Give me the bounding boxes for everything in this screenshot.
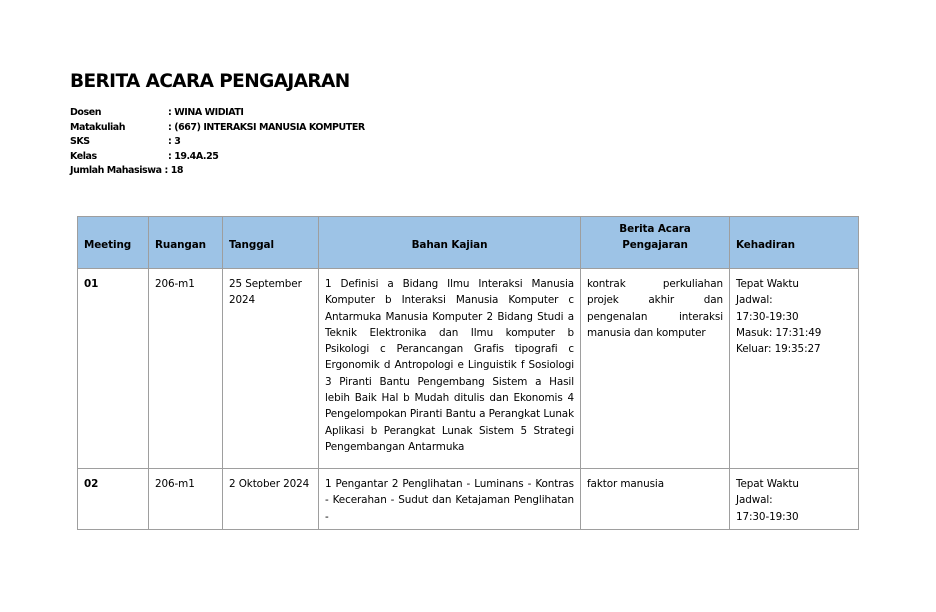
header-berita-line2: Pengajaran xyxy=(622,239,688,251)
info-jumlah xyxy=(70,164,365,179)
table-row xyxy=(78,469,859,530)
page-title: BERITA ACARA PENGAJARAN xyxy=(70,71,350,92)
info-kelas xyxy=(70,150,365,165)
kehadiran-jadwal: 17:30-19:30 xyxy=(736,510,799,523)
cell-berita-acara: faktor manusia xyxy=(581,469,730,530)
kehadiran-jadwal: 17:30-19:30 xyxy=(736,310,799,323)
dosen-value: : WINA WIDIATI xyxy=(168,107,244,118)
kelas-label: Kelas xyxy=(70,150,97,162)
kehadiran-keluar: Keluar: 19:35:27 xyxy=(736,343,821,356)
info-sks xyxy=(70,135,365,150)
kehadiran-status: Tepat Waktu xyxy=(736,278,799,290)
header-bahan-kajian: Bahan Kajian xyxy=(319,217,581,269)
header-tanggal: Tanggal xyxy=(223,217,319,269)
cell-kehadiran xyxy=(730,269,859,469)
kehadiran-jadwal-label: Jadwal: xyxy=(736,294,773,307)
table-row xyxy=(78,269,859,469)
cell-bahan-kajian: 1 Pengantar 2 Penglihatan - Luminans - Kontras - Kecerahan - Sudut dan Ketajaman Penglihatan - xyxy=(319,469,581,530)
kehadiran-jadwal-label: Jadwal: xyxy=(736,494,773,507)
sks-value: : 3 xyxy=(168,136,181,148)
header-kehadiran: Kehadiran xyxy=(730,217,859,269)
course-info xyxy=(70,106,365,179)
header-berita-acara xyxy=(581,217,730,269)
dosen-label: Dosen xyxy=(70,107,102,118)
matakuliah-label: Matakuliah xyxy=(70,121,126,133)
cell-tanggal: 25 September 2024 xyxy=(223,269,319,469)
jumlah-value: : 18 xyxy=(164,165,184,177)
header-ruangan: Ruangan xyxy=(149,217,223,269)
kehadiran-status: Tepat Waktu xyxy=(736,478,799,490)
cell-bahan-kajian: 1 Definisi a Bidang Ilmu Interaksi Manusia Komputer b Interaksi Manusia Komputer c Antarmuka Manusia Komputer 2 Bidang Studi a Teknik Elektronika dan Ilmu komputer b Psikologi c Perancangan Grafis tipografi c Ergonomik d Antropologi e Linguistik f Sosiologi 3 Piranti Bantu Pengembang Sistem a Hasil lebih Baik Hal b Mudah ditulis dan Ekonomis 4 Pengelompokan Piranti Bantu a Perangkat Lunak Aplikasi b Perangkat Lunak Sistem 5 Strategi Pengembangan Antarmuka xyxy=(319,269,581,469)
sks-label: SKS xyxy=(70,136,90,148)
kehadiran-masuk: Masuk: 17:31:49 xyxy=(736,326,822,339)
kelas-value: : 19.4A.25 xyxy=(168,150,219,162)
info-matakuliah xyxy=(70,121,365,136)
cell-ruangan: 206-m1 xyxy=(149,269,223,469)
jumlah-label: Jumlah Mahasiswa xyxy=(70,165,162,177)
header-meeting: Meeting xyxy=(78,217,149,269)
info-dosen xyxy=(70,106,365,121)
berita-acara-table xyxy=(77,216,859,530)
matakuliah-value: : (667) INTERAKSI MANUSIA KOMPUTER xyxy=(168,121,365,133)
cell-berita-acara: kontrak perkuliahan projek akhir dan pengenalan interaksi manusia dan komputer xyxy=(581,269,730,469)
cell-kehadiran xyxy=(730,469,859,530)
cell-meeting: 01 xyxy=(78,269,149,469)
cell-ruangan: 206-m1 xyxy=(149,469,223,530)
cell-tanggal: 2 Oktober 2024 xyxy=(223,469,319,530)
cell-meeting: 02 xyxy=(78,469,149,530)
header-berita-line1: Berita Acara xyxy=(619,223,691,235)
table-header-row xyxy=(78,217,859,269)
